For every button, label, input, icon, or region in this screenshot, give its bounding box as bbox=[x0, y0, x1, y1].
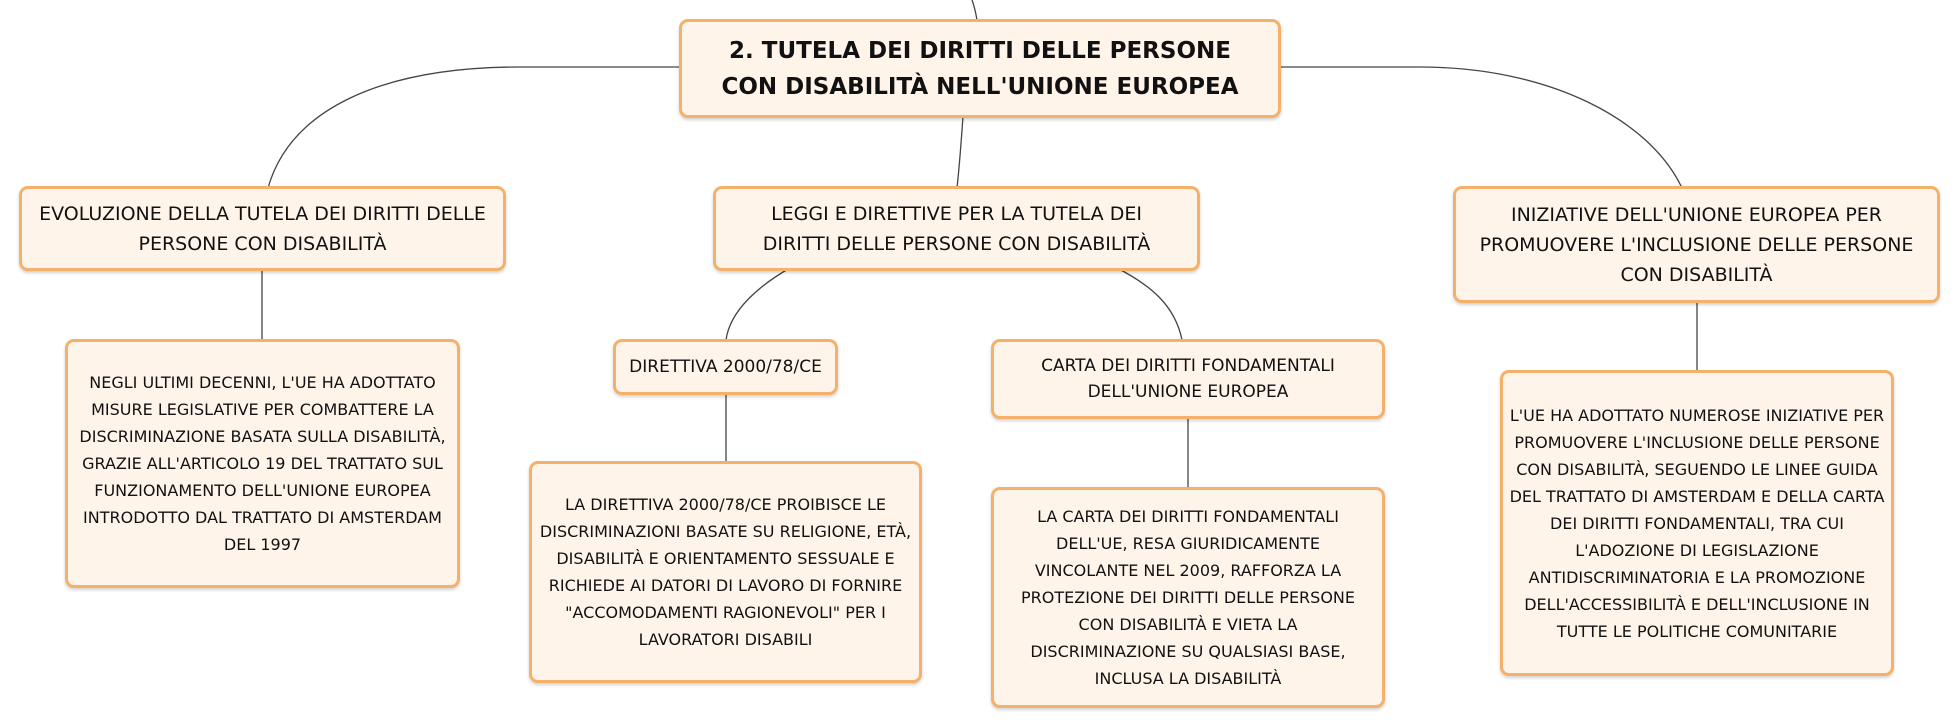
directive-detail-node[interactable] bbox=[529, 461, 922, 683]
directive-node[interactable] bbox=[613, 339, 838, 395]
connector-laws-directive bbox=[726, 268, 790, 340]
evolution-detail-node[interactable] bbox=[65, 339, 460, 588]
charter-detail-text: LA CARTA DEI DIRITTI FONDAMENTALI DELL'UE, RESA GIURIDICAMENTE VINCOLANTE NEL 2009, RAFFORZA LA PROTEZIONE DEI DIRITTI DELLE PERSONE CON DISABILITÀ E VIETA LA DISCRIMINAZIONE SU QUALSIASI BASE, INCLUSA LA DISABILITÀ bbox=[1020, 507, 1355, 688]
root-node[interactable] bbox=[679, 19, 1281, 118]
evolution-title: EVOLUZIONE DELLA TUTELA DEI DIRITTI DELLE PERSONE CON DISABILITÀ bbox=[39, 202, 486, 255]
charter-detail-node[interactable] bbox=[991, 487, 1385, 708]
connector-laws-charter bbox=[1117, 268, 1182, 340]
evolution-detail-text: NEGLI ULTIMI DECENNI, L'UE HA ADOTTATO MISURE LEGISLATIVE PER COMBATTERE LA DISCRIMINAZIONE BASATA SULLA DISABILITÀ, GRAZIE ALL'ARTICOLO 19 DEL TRATTATO SUL FUNZIONAMENTO DELL'UNIONE EUROPEA INTRODOTTO DAL TRATTATO DI AMSTERDAM DEL 1997 bbox=[79, 373, 446, 554]
charter-title: CARTA DEI DIRITTI FONDAMENTALI DELL'UNIONE EUROPEA bbox=[1041, 356, 1335, 402]
initiatives-title: INIZIATIVE DELL'UNIONE EUROPEA PER PROMUOVERE L'INCLUSIONE DELLE PERSONE CON DISABILITÀ bbox=[1479, 203, 1914, 286]
connector-top-stub bbox=[972, 0, 977, 20]
initiatives-node[interactable] bbox=[1453, 186, 1940, 303]
connector-root-laws bbox=[957, 116, 963, 188]
directive-detail-text: LA DIRETTIVA 2000/78/CE PROIBISCE LE DISCRIMINAZIONI BASATE SU RELIGIONE, ETÀ, DISABILITÀ E ORIENTAMENTO SESSUALE E RICHIEDE AI DATORI DI LAVORO DI FORNIRE "ACCOMODAMENTI RAGIONEVOLI" PER I LAVORATORI DISABILI bbox=[539, 495, 912, 649]
initiatives-detail-node[interactable] bbox=[1500, 370, 1894, 676]
initiatives-detail-text: L'UE HA ADOTTATO NUMEROSE INIZIATIVE PER PROMUOVERE L'INCLUSIONE DELLE PERSONE CON DISABILITÀ, SEGUENDO LE LINEE GUIDA DEL TRATTATO DI AMSTERDAM E DELLA CARTA DEI DIRITTI FONDAMENTALI, TRA CUI L'ADOZIONE DI LEGISLAZIONE ANTIDISCRIMINATORIA E LA PROMOZIONE DELL'ACCESSIBILITÀ E DELL'INCLUSIONE IN TUTTE LE POLITICHE COMUNITARIE bbox=[1509, 405, 1885, 641]
charter-node[interactable] bbox=[991, 339, 1385, 419]
directive-title: DIRETTIVA 2000/78/CE bbox=[629, 357, 822, 377]
laws-title: LEGGI E DIRETTIVE PER LA TUTELA DEI DIRITTI DELLE PERSONE CON DISABILITÀ bbox=[762, 202, 1151, 255]
connector-root-evolution bbox=[268, 67, 681, 188]
connector-root-initiatives bbox=[1280, 67, 1682, 188]
root-title: 2. TUTELA DEI DIRITTI DELLE PERSONE CON DISABILITÀ NELL'UNIONE EUROPEA bbox=[721, 37, 1239, 100]
laws-node[interactable] bbox=[713, 186, 1200, 271]
evolution-node[interactable] bbox=[19, 186, 506, 271]
